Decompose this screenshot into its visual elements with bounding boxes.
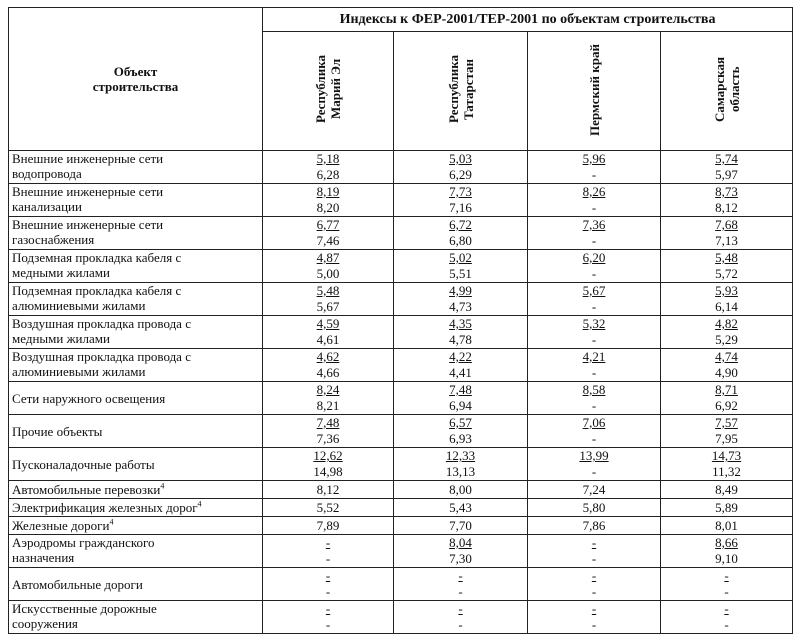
index-value-top [661,283,792,299]
index-value-top-text: 8,24 [316,382,340,397]
object-name: Аэродромы гражданского назначения [12,535,155,565]
index-value-bottom: - [591,233,597,248]
index-value-top-text: 12,33 [445,448,476,463]
index-value-bottom: 9,10 [715,551,738,566]
index-value-top-text: 8,71 [715,382,738,397]
index-value-top [263,184,393,200]
object-name: Воздушная прокладка провода с алюминиевыми жилами [12,349,191,379]
index-value-top [394,415,527,431]
index-value: 5,89 [715,500,738,515]
index-value-bottom: - [325,551,331,566]
index-value-top [528,535,660,551]
index-value-top-text: - [325,568,331,583]
table-body [9,151,793,634]
index-value-cell [394,349,528,382]
index-value-top [661,316,792,332]
index-value-bottom: 6,14 [715,299,738,314]
object-name: Внешние инженерные сети газоснабжения [12,217,164,247]
index-value-bottom: - [591,266,597,281]
index-value-cell [394,499,528,517]
index-value: 8,01 [715,518,738,533]
object-name-cell [9,568,263,601]
index-value-top-text: - [325,535,331,550]
index-value-cell [661,184,793,217]
index-value-cell [528,382,661,415]
index-value-cell [263,349,394,382]
index-value-top [263,349,393,365]
table-row [9,283,793,316]
index-value-top-text: 7,06 [582,415,606,430]
index-value-top [661,568,792,584]
index-table-wrapper [8,7,793,634]
table-row [9,316,793,349]
index-value-top-text: 6,20 [582,250,606,265]
index-value-top [661,535,792,551]
index-value-top [263,316,393,332]
index-value-top-text: 4,21 [582,349,606,364]
index-value-top [394,382,527,398]
index-value-cell [394,250,528,283]
index-value-cell [528,601,661,634]
index-value-top-text: 5,02 [449,250,472,265]
index-value-cell [263,481,394,499]
index-value-bottom: - [591,584,597,599]
object-name: Сети наружного освещения [12,390,166,406]
index-value-cell [394,481,528,499]
index-value-cell [661,217,793,250]
index-value-top-text: 4,62 [316,349,340,364]
index-value-bottom: - [325,617,331,632]
index-value-bottom: 5,51 [449,266,472,281]
index-value-top-text: 5,93 [715,283,738,298]
index-value-cell [528,349,661,382]
index-value-top-text: - [591,535,597,550]
index-value-top-text: - [458,601,463,616]
index-value-cell [528,283,661,316]
index-value-bottom: 4,61 [316,332,340,347]
index-value-bottom: - [458,617,463,632]
index-value-cell [528,151,661,184]
object-name-cell [9,415,263,448]
index-value-top [661,415,792,431]
index-value-cell [661,499,793,517]
index-value-top [528,382,660,398]
index-value-top [394,217,527,233]
index-value-top [528,601,660,617]
footnote-marker: 4 [197,499,202,509]
index-value-cell [263,151,394,184]
index-value-top [263,283,393,299]
index-value-bottom: 13,13 [445,464,476,479]
index-value-bottom: 5,00 [316,266,340,281]
index-value-cell [661,283,793,316]
index-value-top-text: 6,72 [449,217,472,232]
table-title: Индексы к ФЕР-2001/ТЕР-2001 по объектам строительства [263,8,793,32]
index-value: 7,70 [449,518,472,533]
index-value-bottom: 5,72 [715,266,738,281]
index-value-top-text: 5,18 [316,151,340,166]
index-value-top [661,151,792,167]
index-value-bottom: 7,16 [449,200,472,215]
index-value-top-text: - [325,601,331,616]
index-value: 5,43 [449,500,472,515]
index-value-cell [528,517,661,535]
index-value-top [661,448,792,464]
index-value: 8,12 [316,482,340,497]
object-name-cell [9,448,263,481]
object-name-cell [9,184,263,217]
index-value: 5,52 [316,500,340,515]
index-value-cell [528,481,661,499]
index-value-bottom: 4,73 [449,299,472,314]
index-value-bottom: 11,32 [712,464,741,479]
index-value-bottom: - [591,200,597,215]
index-value-top [661,349,792,365]
table-row [9,217,793,250]
index-value-cell [263,415,394,448]
object-name: Искусственные дорожные сооружения [12,601,157,631]
index-value-bottom: 4,41 [449,365,472,380]
table-row [9,448,793,481]
index-value-top-text: 8,19 [316,184,340,199]
object-name: Автомобильные дороги [12,576,143,592]
index-value-top [528,316,660,332]
index-value-top-text: 7,36 [582,217,606,232]
index-value-top [661,382,792,398]
index-value-bottom: 8,12 [715,200,738,215]
object-name: Воздушная прокладка провода с медными жилами [12,316,191,346]
object-name: Электрификация железных дорог [12,500,198,515]
object-name-cell [9,481,263,499]
index-value-top [528,283,660,299]
index-value-bottom: 4,66 [316,365,340,380]
index-value-top-text: 4,59 [316,316,340,331]
table-row [9,517,793,535]
index-value-cell [263,217,394,250]
object-name-cell [9,217,263,250]
index-value-top-text: 5,03 [449,151,472,166]
index-value-bottom: 8,20 [316,200,340,215]
index-value-top [263,382,393,398]
index-value-bottom: 8,21 [316,398,340,413]
index-value-top [394,250,527,266]
index-value-cell [263,316,394,349]
index-value-top [394,184,527,200]
index-value-top [263,535,393,551]
index-value-top-text: 8,26 [582,184,606,199]
index-value-cell [528,217,661,250]
index-value-top-text: - [724,568,729,583]
index-value-top-text: 4,35 [449,316,472,331]
index-value-bottom: - [591,431,597,446]
index-value-top-text: 7,68 [715,217,738,232]
object-name-cell [9,250,263,283]
index-value-top [528,568,660,584]
index-value-top [263,415,393,431]
index-value-top-text: 6,77 [316,217,340,232]
index-value-bottom: 6,93 [449,431,472,446]
index-value-bottom: - [724,584,729,599]
index-value-top-text: 7,57 [715,415,738,430]
index-value-top [394,601,527,617]
index-value-cell [528,499,661,517]
index-value-top-text: 5,48 [316,283,340,298]
table-row [9,601,793,634]
index-value-top [528,151,660,167]
index-value-top [661,217,792,233]
object-name-cell [9,316,263,349]
object-name: Внешние инженерные сети водопровода [12,151,164,181]
index-value-top-text: - [458,568,463,583]
index-value-cell [263,184,394,217]
index-value-bottom: - [591,398,597,413]
index-value-cell [263,568,394,601]
table-row [9,184,793,217]
index-value-top-text: 8,04 [449,535,472,550]
index-value-top [661,250,792,266]
index-value-bottom: 7,36 [316,431,340,446]
table-row [9,415,793,448]
index-value-bottom: 7,46 [316,233,340,248]
table-row [9,250,793,283]
index-value-top [528,184,660,200]
object-name-cell [9,601,263,634]
index-value-top-text: 7,48 [316,415,340,430]
index-value-cell [528,316,661,349]
index-value-cell [394,217,528,250]
table-row [9,151,793,184]
index-value-cell [394,535,528,568]
index-value-top [528,349,660,365]
index-value-cell [394,316,528,349]
index-value-cell [661,151,793,184]
index-value-top-text: 4,22 [449,349,472,364]
table-row [9,481,793,499]
index-value-top-text: 4,99 [449,283,472,298]
index-value-top [661,184,792,200]
index-value-cell [528,568,661,601]
index-value-bottom: 7,30 [449,551,472,566]
index-value: 7,24 [582,482,606,497]
index-value-cell [263,448,394,481]
index-value-bottom: - [591,167,597,182]
index-value-cell [528,184,661,217]
index-value-top-text: 5,32 [582,316,606,331]
region-header-tatarstan [394,32,528,151]
index-value-top [263,151,393,167]
index-value-cell [661,382,793,415]
index-value-top-text: 5,67 [582,283,606,298]
index-value-top [394,349,527,365]
index-value-bottom: - [724,617,729,632]
footnote-marker: 4 [109,517,114,527]
index-value-top [263,217,393,233]
index-value-bottom: 14,98 [313,464,343,479]
index-value-bottom: - [591,299,597,314]
index-value-cell [394,415,528,448]
index-value-bottom: - [458,584,463,599]
table-row [9,349,793,382]
index-value-bottom: - [325,584,331,599]
index-value: 7,86 [582,518,606,533]
index-value-top-text: 8,66 [715,535,738,550]
index-value-cell [528,415,661,448]
index-value-cell [263,517,394,535]
index-value-top [394,448,527,464]
index-value-cell [661,517,793,535]
index-value-top-text: 14,73 [711,448,742,463]
region-label: Пермский край [586,43,602,136]
index-value-top [528,448,660,464]
index-value-cell [263,382,394,415]
index-value-bottom: 5,67 [316,299,340,314]
object-column-header-label: Объект строительства [92,64,179,94]
index-value: 7,89 [316,518,340,533]
index-value-top-text: 5,74 [715,151,738,166]
index-value: 8,00 [449,482,472,497]
footnote-marker: 4 [160,481,165,491]
index-value-top [263,250,393,266]
index-value-bottom: 4,90 [715,365,738,380]
index-table [8,7,793,634]
object-name: Внешние инженерные сети канализации [12,184,164,214]
index-value-cell [528,250,661,283]
index-value-bottom: 7,95 [715,431,738,446]
index-value-cell [394,517,528,535]
index-value-top [528,250,660,266]
index-value-cell [263,601,394,634]
index-value-bottom: 6,94 [449,398,472,413]
object-name-cell [9,283,263,316]
object-name: Пусконаладочные работы [12,456,155,472]
region-label: Самарская область [711,57,742,122]
index-value-top-text: 4,82 [715,316,738,331]
table-row [9,382,793,415]
index-value: 5,80 [582,500,606,515]
index-value-bottom: 5,29 [715,332,738,347]
index-value-top-text: 12,62 [313,448,343,463]
index-value-cell [394,184,528,217]
index-value-top-text: 5,96 [582,151,606,166]
index-value-top-text: 7,48 [449,382,472,397]
index-value-bottom: - [591,464,597,479]
index-value-top [394,316,527,332]
index-value-top-text: 4,87 [316,250,340,265]
object-name: Автомобильные перевозки [12,482,161,497]
index-value-cell [263,535,394,568]
object-name: Подземная прокладка кабеля с алюминиевыми жилами [12,283,182,313]
index-value-cell [394,568,528,601]
index-value-bottom: - [591,365,597,380]
index-value-top-text: - [724,601,729,616]
object-column-header [9,8,263,151]
index-value-cell [263,499,394,517]
index-value-bottom: - [591,617,597,632]
region-header-samara [661,32,793,151]
index-value-cell [661,415,793,448]
index-value-cell [394,601,528,634]
index-value-cell [661,448,793,481]
object-name: Прочие объекты [12,423,103,439]
index-value-cell [394,151,528,184]
region-label: Республика Татарстан [445,55,476,124]
object-name-cell [9,151,263,184]
index-value-bottom: 7,13 [715,233,738,248]
index-value-bottom: 6,92 [715,398,738,413]
object-name-cell [9,499,263,517]
table-row [9,499,793,517]
object-name: Железные дороги [12,518,110,533]
index-value-top [394,283,527,299]
index-value-top [263,568,393,584]
index-value-cell [661,316,793,349]
region-header-perm [528,32,661,151]
index-value-top-text: - [591,601,597,616]
index-value-cell [394,283,528,316]
index-value-top [263,601,393,617]
index-value-top [394,151,527,167]
index-value-cell [528,535,661,568]
index-value-cell [661,601,793,634]
index-value-top-text: 8,58 [582,382,606,397]
object-name-cell [9,517,263,535]
index-value-cell [661,568,793,601]
index-value-bottom: 6,28 [316,167,340,182]
index-value: 8,49 [715,482,738,497]
object-name-cell [9,382,263,415]
index-value-top [394,535,527,551]
table-row [9,535,793,568]
table-row [9,568,793,601]
index-value-top [394,568,527,584]
index-value-cell [263,283,394,316]
index-value-top-text: - [591,568,597,583]
index-value-bottom: 4,78 [449,332,472,347]
index-value-cell [528,448,661,481]
index-value-cell [394,448,528,481]
index-value-top [263,448,393,464]
index-value-cell [263,250,394,283]
index-value-cell [394,382,528,415]
index-value-bottom: 5,97 [715,167,738,182]
index-value-bottom: 6,29 [449,167,472,182]
index-value-top-text: 8,73 [715,184,738,199]
index-value-top [528,415,660,431]
index-value-top-text: 13,99 [579,448,609,463]
index-value-top [661,601,792,617]
index-value-cell [661,535,793,568]
object-name-cell [9,349,263,382]
index-value-top-text: 7,73 [449,184,472,199]
index-value-cell [661,481,793,499]
index-value-top-text: 5,48 [715,250,738,265]
region-header-mari-el [263,32,394,151]
index-value-top-text: 4,74 [715,349,738,364]
index-value-bottom: 6,80 [449,233,472,248]
region-label: Республика Марий Эл [313,55,343,124]
index-value-top-text: 6,57 [449,415,472,430]
index-value-cell [661,250,793,283]
object-name: Подземная прокладка кабеля с медными жилами [12,250,182,280]
index-value-bottom: - [591,332,597,347]
index-value-cell [661,349,793,382]
index-value-top [528,217,660,233]
object-name-cell [9,535,263,568]
index-value-bottom: - [591,551,597,566]
